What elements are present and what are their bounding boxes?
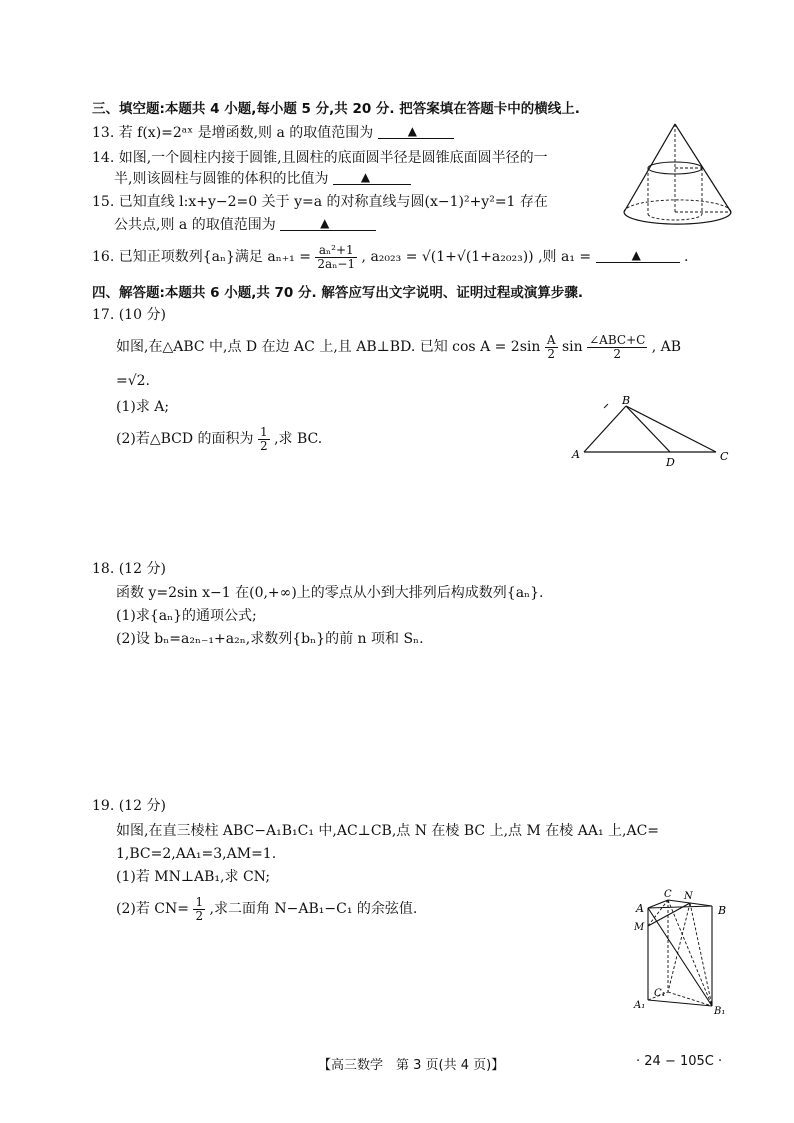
question-17-line2: =√2. xyxy=(116,373,151,389)
question-17-text-c: , AB xyxy=(651,339,682,355)
question-17-fraction-2 xyxy=(587,334,647,361)
question-17-part2-text-b: ,求 BC. xyxy=(274,431,323,447)
question-15-line1: 15. 已知直线 l:x+y−2=0 关于 y=a 的对称直线与圆(x−1)²+y²=1 存在 xyxy=(92,194,548,210)
question-19-title: 19. (12 分) xyxy=(92,798,166,814)
vertex-label-b1: B₁ xyxy=(714,1006,726,1017)
question-18-part2: (2)设 bₙ=a₂ₙ₋₁+a₂ₙ,求数列{bₙ}的前 n 项和 Sₙ. xyxy=(116,631,424,647)
question-17-line1 xyxy=(116,332,681,362)
vertex-label-d: D xyxy=(666,456,675,468)
question-19-line2: 1,BC=2,AA₁=3,AM=1. xyxy=(116,846,277,862)
answer-blank-14 xyxy=(333,170,411,185)
question-17-fraction-1 xyxy=(545,334,558,361)
question-17-title: 17. (10 分) xyxy=(92,307,166,323)
answer-blank-15 xyxy=(280,216,376,231)
question-15-text: 公共点,则 a 的取值范围为 xyxy=(114,217,276,233)
question-16-text-b: , a₂₀₂₃ = √(1+√(1+a₂₀₂₃)) ,则 a₁ = xyxy=(361,249,592,265)
question-14-text: 半,则该圆柱与圆锥的体积的比值为 xyxy=(114,171,329,187)
question-13 xyxy=(92,124,454,142)
section4-heading: 四、解答题:本题共 6 小题,共 70 分. 解答应写出文字说明、证明过程或演算步骤. xyxy=(92,285,583,301)
vertex-label-c1: C₁ xyxy=(654,988,666,999)
vertex-label-b: B xyxy=(622,394,631,407)
question-14-line2 xyxy=(114,170,411,188)
answer-mark: ▲ xyxy=(360,170,371,184)
question-19-line1: 如图,在直三棱柱 ABC−A₁B₁C₁ 中,AC⊥CB,点 N 在棱 BC 上,点 M 在棱 AA₁ 上,AC= xyxy=(116,823,660,839)
fraction-numerator: aₙ²+1 xyxy=(315,244,357,258)
page-footer-code: · 24 − 105C · xyxy=(636,1054,723,1069)
question-16-text-a: 16. 已知正项数列{aₙ}满足 aₙ₊₁ = xyxy=(92,249,311,265)
triangle-abc-figure xyxy=(566,392,736,468)
question-17-text-a: 如图,在△ABC 中,点 D 在边 AC 上,且 AB⊥BD. 已知 cos A = 2sin xyxy=(116,339,541,355)
fraction-numerator: A xyxy=(546,332,556,347)
question-15-line2 xyxy=(114,216,376,234)
fraction-denominator: 2 xyxy=(613,346,622,361)
cone-cylinder-figure xyxy=(618,122,738,230)
fraction-numerator: 1 xyxy=(260,424,268,439)
fraction-denominator: 2aₙ−1 xyxy=(317,256,356,271)
answer-mark: ▲ xyxy=(320,216,330,230)
answer-mark: ▲ xyxy=(407,124,417,138)
vertex-label-m: M xyxy=(634,922,645,933)
answer-blank-13 xyxy=(378,124,454,139)
question-19-part2-text-b: ,求二面角 N−AB₁−C₁ 的余弦值. xyxy=(209,901,418,917)
vertex-label-c: C xyxy=(720,450,729,463)
question-19-part2-fraction xyxy=(193,896,205,923)
question-17-part2-text-a: (2)若△BCD 的面积为 xyxy=(116,431,254,447)
fraction-numerator: ∠ABC+C xyxy=(589,332,646,347)
question-16: 16. 已知正项数列{aₙ}满足 aₙ₊₁ = $\frac{\text{aₙ²+1}}{\text{2aₙ−1}}$ , a₂₀₂₃ = √(1+√(1+a₂₀₂₃)) ,则 a₁ = ▲ . xyxy=(92,242,689,271)
vertex-label-a1: A₁ xyxy=(634,1000,646,1011)
question-19-part1: (1)若 MN⊥AB₁,求 CN; xyxy=(116,869,271,885)
question-19-part2 xyxy=(116,894,417,924)
section3-heading: 三、填空题:本题共 4 小题,每小题 5 分,共 20 分. 把答案填在答题卡中的横线上. xyxy=(92,101,580,117)
vertex-label-a: A xyxy=(636,902,644,915)
vertex-label-c: C xyxy=(664,889,672,900)
vertex-label-b: B xyxy=(718,904,727,917)
question-19-part2-text-a: (2)若 CN= xyxy=(116,901,189,917)
question-17-part1: (1)求 A; xyxy=(116,399,170,415)
page-footer-center: 【高三数学 第 3 页(共 4 页)】 xyxy=(318,1058,505,1073)
fraction-numerator: 1 xyxy=(195,894,204,909)
fraction-denominator: 2 xyxy=(260,438,268,453)
vertex-label-n: N xyxy=(684,891,693,902)
vertex-label-a: A xyxy=(572,448,580,461)
question-18-title: 18. (12 分) xyxy=(92,561,166,577)
question-18-part1: (1)求{aₙ}的通项公式; xyxy=(116,608,257,624)
question-17-text-b: sin xyxy=(561,339,583,355)
question-17-part2-fraction xyxy=(258,426,270,453)
question-13-text: 13. 若 f(x)=2ᵃˣ 是增函数,则 a 的取值范围为 xyxy=(92,125,374,141)
question-17-part2 xyxy=(116,424,322,454)
prism-figure xyxy=(628,888,740,1018)
answer-mark: ▲ xyxy=(631,248,641,262)
question-18-line1: 函数 y=2sin x−1 在(0,+∞)上的零点从小到大排列后构成数列{aₙ}. xyxy=(116,585,544,601)
fraction-denominator: 2 xyxy=(195,908,204,923)
fraction-denominator: 2 xyxy=(547,346,556,361)
question-16-fraction xyxy=(315,244,357,271)
question-14-line1: 14. 如图,一个圆柱内接于圆锥,且圆柱的底面圆半径是圆锥底面圆半径的一 xyxy=(92,150,548,166)
answer-blank-16 xyxy=(596,248,680,263)
